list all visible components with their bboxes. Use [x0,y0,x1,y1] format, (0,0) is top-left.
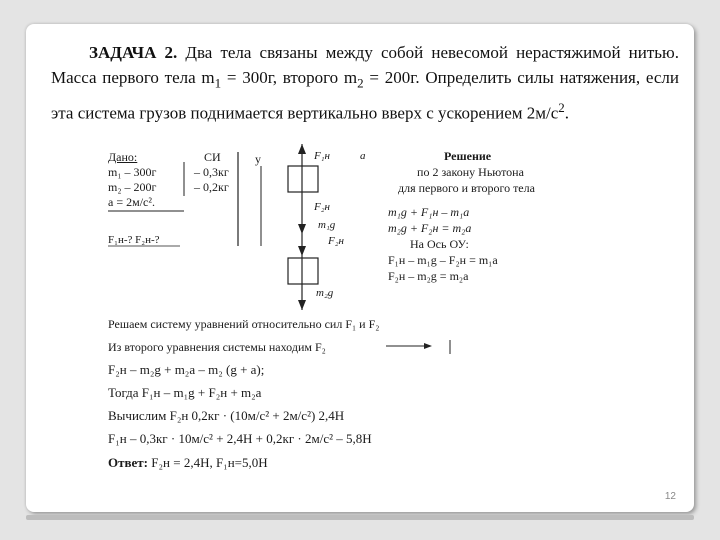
m2g-arrow-icon [298,300,306,310]
solution-intro [394,164,535,196]
mass-1-subscript: 1 [214,75,222,91]
lower-line-1: Решаем систему уравнений относительно сил F₁ и F₂ [108,317,380,331]
lower-line-4: Тогда F₁н – m₁g + F₂н + m₂a [108,385,262,400]
f1-label: F₁н [314,150,331,162]
si-line-1: – 0,3кг [194,165,229,179]
f1-arrow-icon [298,144,306,154]
si-line-2: – 0,2кг [194,180,229,194]
find-label: F₁н-? F₂н-? [108,234,160,246]
f2-down-label: F₂н [328,235,345,247]
answer-label: Ответ: [108,455,149,470]
problem-text-4: . [564,104,570,124]
answer-line [108,455,268,471]
result-arrow-icon [424,343,432,349]
m2g-label: m₂g [316,287,334,299]
solution-equations [388,204,498,284]
y-axis-label: y [255,152,261,166]
lower-line-5: Вычислим F₂н 0,2кг · (10м/с² + 2м/с²) 2,4Н [108,408,345,423]
given-line-3: a = 2м/с². [108,195,155,209]
f2-up-label: F₂н [314,201,331,213]
answer-value: F₂н = 2,4Н, F₁н=5,0Н [148,455,268,470]
solution-line-1: по 2 закону Ньютона [417,165,524,179]
m1g-arrow-icon [298,224,306,234]
lower-line-6: F₁н – 0,3кг · 10м/с² + 2,4Н + 0,2кг · 2м/с² – 5,8Н [108,431,372,446]
f2-down-arrow-icon [298,246,306,256]
body-2-box [288,258,318,284]
equation-3: F₁н – m₁g – F₂н = m₁a [388,253,498,267]
problem-text-3: = 200г. Определить силы натяжения, если эта система грузов поднимается вертикально вверх с ускорением 2м/с [51,68,679,124]
axis-projection-label: На Ось ОУ: [410,237,469,251]
mass-2-subscript: 2 [357,75,364,91]
lower-line-2: Из второго уравнения системы находим F₂ [108,340,326,354]
given-line-1: m₁ – 300г [108,165,157,179]
slide-bottom-bar [26,515,694,520]
page-number: 12 [664,491,676,502]
equation-4: F₂н – m₂g = m₂a [388,269,469,283]
solution-title: Решение [444,149,492,163]
problem-text-2: = 300г, второго m [221,68,358,87]
body-1-box [288,166,318,192]
lower-line-3: F₂н – m₂g + m₂a – m₂ (g + a); [108,362,265,377]
accel-label: a [360,150,366,162]
given-line-2: m₂ – 200г [108,180,157,194]
problem-text-1: Два тела связаны между собой невесомой нерастяжимой нитью. Масса первого тела m [51,43,679,87]
problem-heading: ЗАДАЧА 2. [89,43,178,62]
m1g-label: m₁g [318,219,336,231]
solution-line-2: для первого и второго тела [398,181,535,195]
accel-superscript: 2 [558,100,565,116]
equation-2: m₂g + F₂н = m₂a [388,221,472,235]
slide-content [26,24,694,512]
equation-1: m₁g + F₁н – m₁a [388,205,470,219]
si-title: СИ [204,150,221,164]
given-title: Дано: [108,150,138,164]
